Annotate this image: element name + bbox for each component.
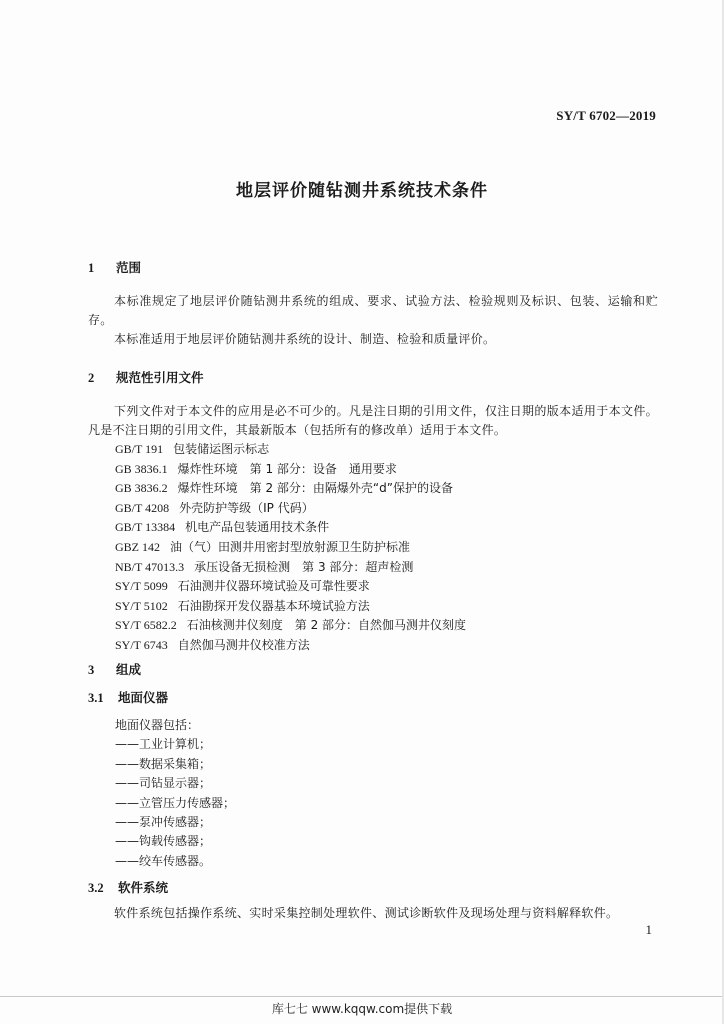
section-number: 2 <box>88 371 95 385</box>
section-title: 组成 <box>116 662 142 677</box>
reference-code: GBZ 142 <box>115 539 160 554</box>
document-title: 地层评价随钻测井系统技术条件 <box>236 181 488 201</box>
reference-code: GB/T 13384 <box>115 520 176 535</box>
list-item: ——泵冲传感器； <box>115 815 212 830</box>
reference-item <box>115 460 466 480</box>
section-number: 3 <box>88 663 95 677</box>
reference-title: 石油核测井仪刻度 第 2 部分：自然伽马测井仪刻度 <box>186 618 467 633</box>
page-number: 1 <box>645 922 652 937</box>
reference-item <box>115 538 466 558</box>
reference-title: 爆炸性环境 第 2 部分：由隔爆外壳“d”保护的设备 <box>177 481 453 496</box>
reference-code: GB/T 191 <box>115 442 164 456</box>
reference-title: 包装储运图示标志 <box>173 442 270 456</box>
paragraph: 本标准规定了地层评价随钻测井系统的组成、要求、试验方法、检验规则及标识、包装、运输和贮存。 <box>88 294 658 327</box>
reference-item <box>115 518 466 538</box>
reference-code: GB 3836.1 <box>115 461 168 476</box>
list-item: ——绞车传感器。 <box>115 853 212 868</box>
reference-title: 自然伽马测井仪校准方法 <box>177 637 310 652</box>
component-list <box>115 716 235 871</box>
reference-item <box>115 597 466 617</box>
reference-item <box>115 558 466 578</box>
paragraph: 软件系统包括操作系统、实时采集控制处理软件、测试诊断软件及现场处理与资料解释软件。 <box>114 906 619 920</box>
paragraph: 本标准适用于地层评价随钻测井系统的设计、制造、检验和质量评价。 <box>114 332 496 346</box>
standard-code: SY/T 6702—2019 <box>556 108 656 123</box>
reference-title: 外壳防护等级（IP 代码） <box>179 500 314 515</box>
paragraph: 下列文件对于本文件的应用是必不可少的。凡是注日期的引用文件，仅注日期的版本适用于本文件。凡是不注日期的引用文件，其最新版本（包括所有的修改单）适用于本文件。 <box>88 404 658 437</box>
reference-code: GB/T 4208 <box>115 500 170 515</box>
reference-code: SY/T 6582.2 <box>115 618 177 633</box>
reference-list <box>115 440 466 656</box>
section-1-heading <box>88 258 141 276</box>
reference-title: 爆炸性环境 第 1 部分：设备 通用要求 <box>177 461 397 476</box>
reference-item <box>115 577 466 597</box>
subsection-title: 地面仪器 <box>118 690 169 705</box>
reference-code: SY/T 5099 <box>115 579 168 594</box>
reference-item <box>115 499 466 519</box>
list-item: ——数据采集箱； <box>115 756 212 771</box>
subsection-number: 3.2 <box>88 881 104 895</box>
footer-watermark: 库七七 www.kqqw.com提供下载 <box>271 1002 453 1016</box>
reference-title: 机电产品包装通用技术条件 <box>185 520 330 535</box>
section-3-heading <box>88 660 141 678</box>
section-number: 1 <box>88 261 95 275</box>
list-item: ——立管压力传感器； <box>115 795 236 810</box>
reference-code: NB/T 47013.3 <box>115 559 185 574</box>
list-intro: 地面仪器包括： <box>115 718 200 732</box>
list-item: ——钩载传感器； <box>115 834 212 849</box>
reference-item <box>115 440 466 460</box>
reference-title: 石油测井仪器环境试验及可靠性要求 <box>177 579 370 594</box>
reference-title: 承压设备无损检测 第 3 部分：超声检测 <box>194 559 414 574</box>
reference-item <box>115 479 466 499</box>
section-2-heading <box>88 368 204 386</box>
reference-code: GB 3836.2 <box>115 481 168 496</box>
subsection-3-1-heading <box>88 688 168 706</box>
subsection-number: 3.1 <box>88 691 104 705</box>
section-title: 规范性引用文件 <box>116 370 204 385</box>
reference-item <box>115 616 466 636</box>
section-title: 范围 <box>116 260 142 275</box>
subsection-3-2-heading <box>88 878 168 896</box>
reference-item <box>115 636 466 656</box>
footer-divider <box>0 996 724 997</box>
reference-code: SY/T 5102 <box>115 598 168 613</box>
reference-title: 石油勘探开发仪器基本环境试验方法 <box>177 598 370 613</box>
reference-title: 油（气）田测井用密封型放射源卫生防护标准 <box>170 539 411 554</box>
list-item: ——司钻显示器； <box>115 776 212 791</box>
reference-code: SY/T 6743 <box>115 637 168 652</box>
list-item: ——工业计算机； <box>115 737 212 752</box>
subsection-title: 软件系统 <box>118 880 169 895</box>
